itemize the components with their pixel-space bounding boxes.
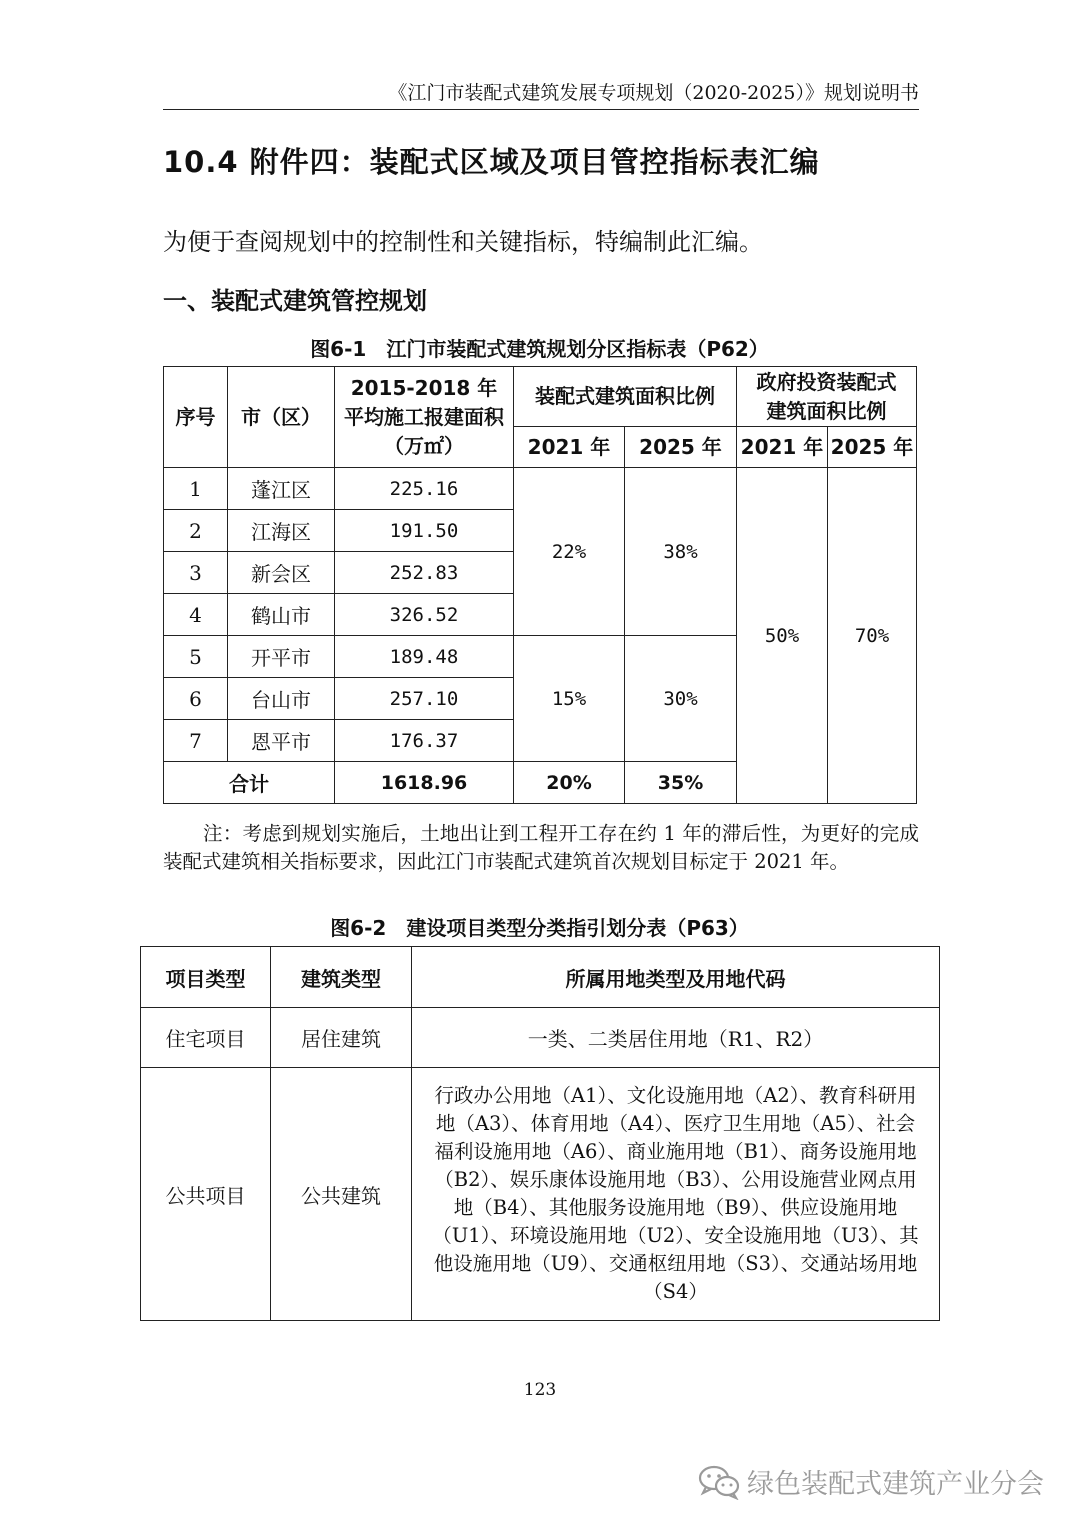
row-no: 3	[164, 552, 228, 594]
header-gov-2021: 2021 年	[737, 427, 828, 468]
project-type-table	[140, 946, 940, 1321]
row-district: 鹤山市	[228, 594, 335, 636]
row-land-use: 行政办公用地（A1）、文化设施用地（A2）、教育科研用地（A3）、体育用地（A4）、医疗卫生用地（A5）、社会福利设施用地（A6）、商业施用地（B1）、商务设施用地（B2）、娱乐康体设施用地（B3）、公用设施营业网点用地（B4）、其他服务设施用地（B9）、供应设施用地（U1）、环境设施用地（U2）、安全设施用地（U3）、其他设施用地（U9）、交通枢纽用地（S3）、交通站场用地（S4）	[412, 1068, 940, 1321]
row-district: 开平市	[228, 636, 335, 678]
row-no: 7	[164, 720, 228, 762]
row-district: 恩平市	[228, 720, 335, 762]
header-prefab-2021: 2021 年	[514, 427, 625, 468]
gov-2021: 50%	[737, 468, 828, 804]
page-title: 10.4 附件四：装配式区域及项目管控指标表汇编	[163, 145, 820, 179]
row-district: 江海区	[228, 510, 335, 552]
row-land-use: 一类、二类居住用地（R1、R2）	[412, 1008, 940, 1068]
wechat-icon	[697, 1464, 741, 1500]
row-district: 蓬江区	[228, 468, 335, 510]
header-project-type: 项目类型	[141, 947, 271, 1008]
table-row	[164, 468, 917, 510]
row-area: 257.10	[335, 678, 514, 720]
header-building-type: 建筑类型	[271, 947, 412, 1008]
table2-caption: 图6-2 建设项目类型分类指引划分表（P63）	[330, 916, 749, 940]
running-header: 《江门市装配式建筑发展专项规划（2020-2025）》规划说明书	[163, 78, 919, 110]
section-heading: 一、装配式建筑管控规划	[163, 287, 427, 315]
row-area: 176.37	[335, 720, 514, 762]
header-area: 2015-2018 年平均施工报建面积（万㎡）	[335, 367, 514, 468]
row-area: 189.48	[335, 636, 514, 678]
table1-caption: 图6-1 江门市装配式建筑规划分区指标表（P62）	[310, 337, 769, 361]
group2-2025: 30%	[625, 636, 737, 762]
group1-2021: 22%	[514, 468, 625, 636]
row-district: 新会区	[228, 552, 335, 594]
row-no: 2	[164, 510, 228, 552]
intro-paragraph: 为便于查阅规划中的控制性和关键指标，特编制此汇编。	[163, 228, 763, 256]
watermark	[697, 1462, 1044, 1501]
row-no: 6	[164, 678, 228, 720]
page-number: 123	[523, 1380, 557, 1400]
total-2025: 35%	[625, 762, 737, 804]
row-area: 326.52	[335, 594, 514, 636]
row-area: 191.50	[335, 510, 514, 552]
total-label: 合计	[164, 762, 335, 804]
header-gov-ratio: 政府投资装配式建筑面积比例	[737, 367, 917, 427]
header-gov-2025: 2025 年	[828, 427, 917, 468]
table-row	[141, 1068, 940, 1321]
row-no: 1	[164, 468, 228, 510]
gov-2025: 70%	[828, 468, 917, 804]
header-prefab-2025: 2025 年	[625, 427, 737, 468]
row-building-type: 居住建筑	[271, 1008, 412, 1068]
row-no: 4	[164, 594, 228, 636]
total-area: 1618.96	[335, 762, 514, 804]
table1-note: 注：考虑到规划实施后，土地出让到工程开工存在约 1 年的滞后性，为更好的完成装配式建筑相关指标要求，因此江门市装配式建筑首次规划目标定于 2021 年。	[163, 822, 919, 873]
row-project-type: 公共项目	[141, 1068, 271, 1321]
row-area: 225.16	[335, 468, 514, 510]
row-project-type: 住宅项目	[141, 1008, 271, 1068]
header-no: 序号	[164, 367, 228, 468]
group1-2025: 38%	[625, 468, 737, 636]
watermark-text: 绿色装配式建筑产业分会	[747, 1469, 1044, 1500]
group2-2021: 15%	[514, 636, 625, 762]
row-area: 252.83	[335, 552, 514, 594]
header-prefab-ratio: 装配式建筑面积比例	[514, 367, 737, 427]
header-land-use: 所属用地类型及用地代码	[412, 947, 940, 1008]
table-row	[141, 1008, 940, 1068]
row-no: 5	[164, 636, 228, 678]
row-building-type: 公共建筑	[271, 1068, 412, 1321]
district-indicator-table	[163, 366, 917, 804]
total-2021: 20%	[514, 762, 625, 804]
row-district: 台山市	[228, 678, 335, 720]
header-district: 市（区）	[228, 367, 335, 468]
